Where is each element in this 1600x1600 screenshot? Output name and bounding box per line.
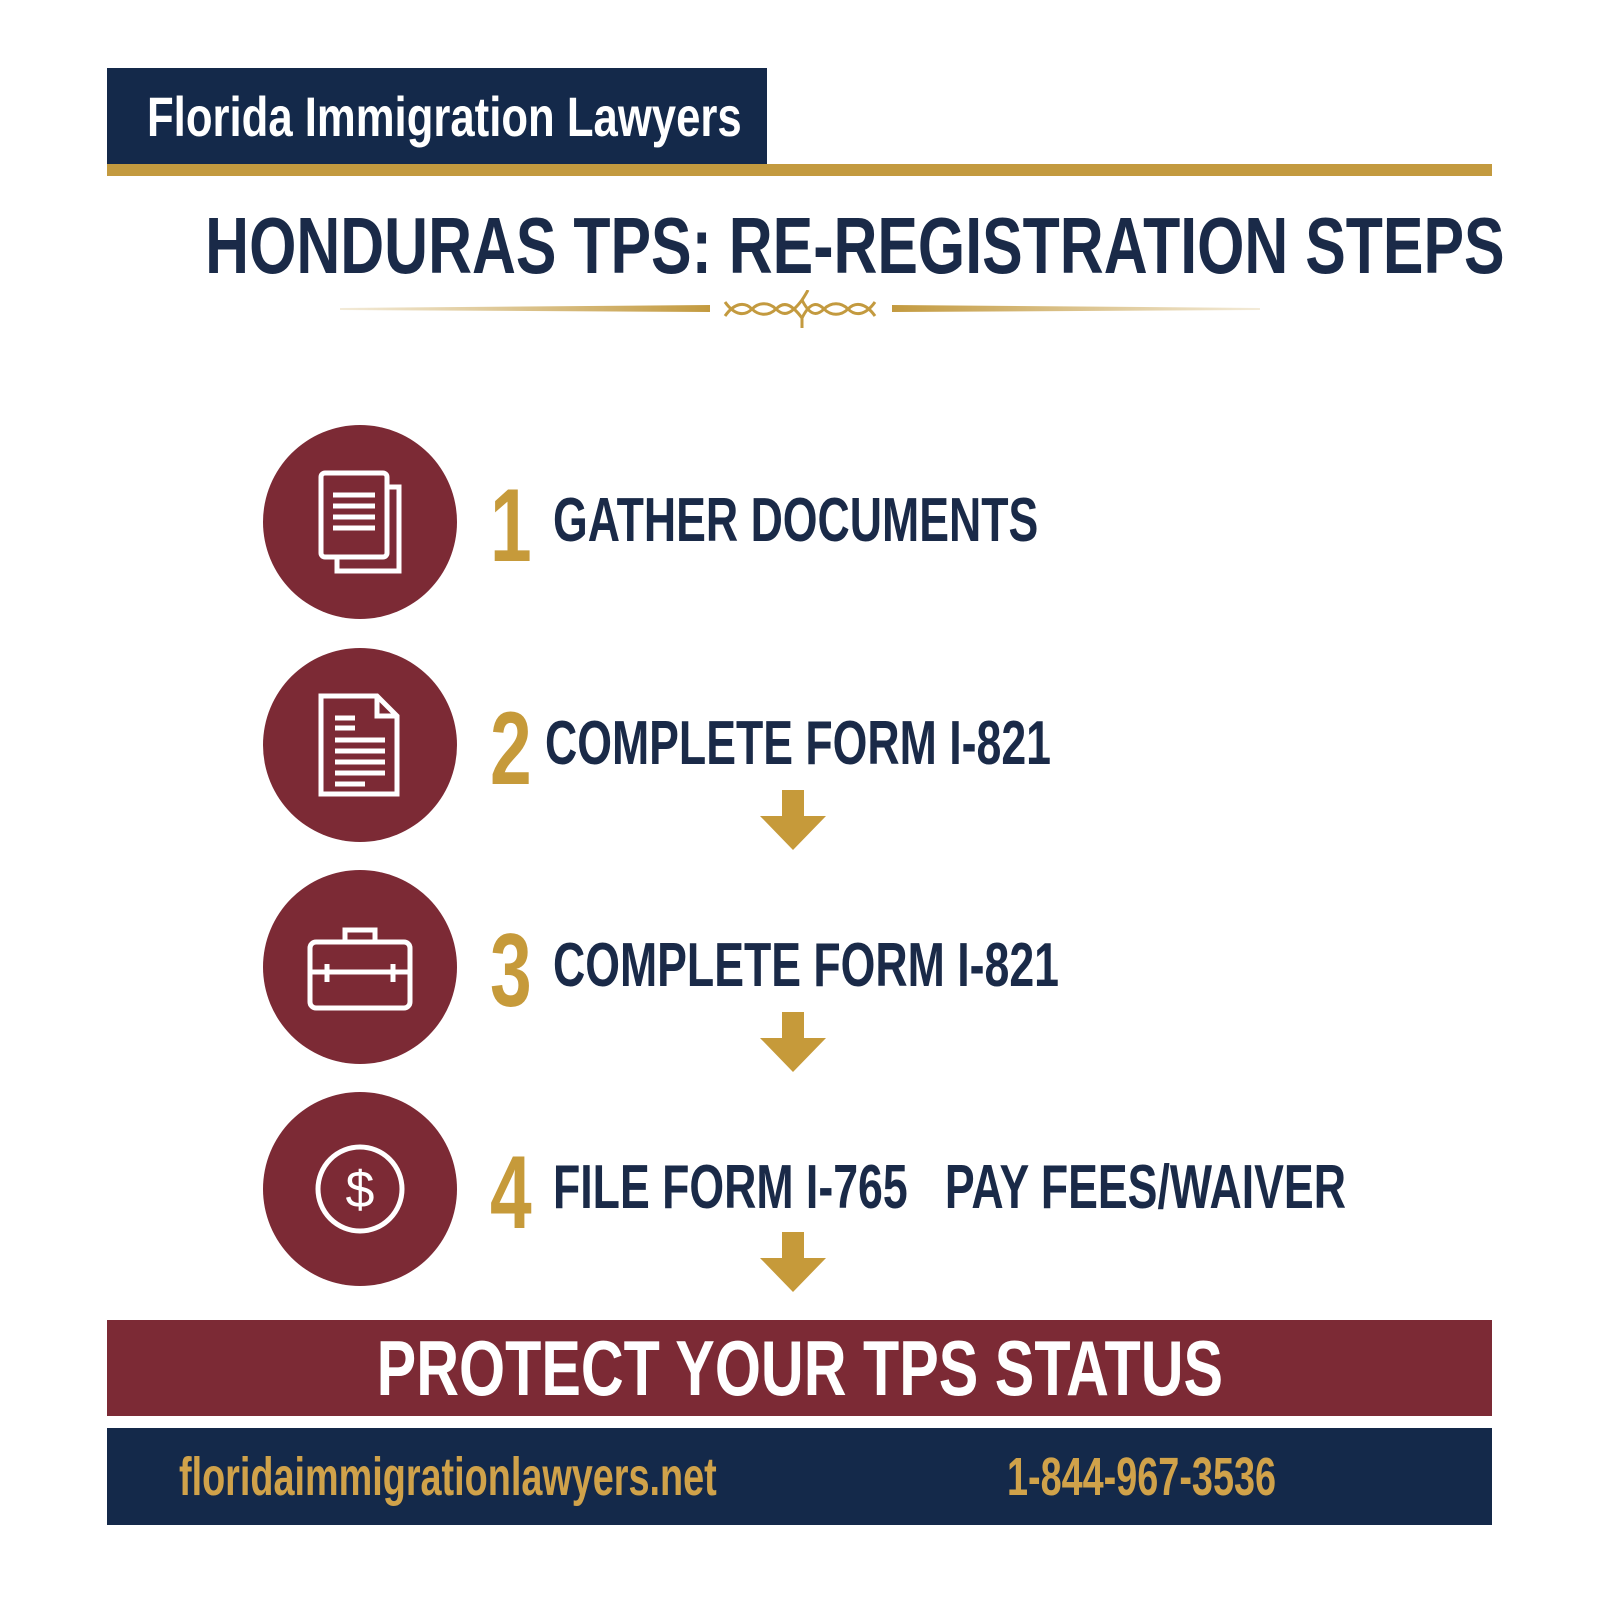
page-title — [0, 200, 1600, 292]
step-2-label: COMPLETE FORM I-821 — [545, 709, 1051, 778]
step-3-number: 3 — [490, 913, 532, 1029]
documents-stack-icon — [315, 467, 405, 577]
step-2-badge — [263, 648, 457, 842]
step-1-number: 1 — [490, 468, 532, 584]
phone-number[interactable]: 1-844-967-3536 — [1007, 1447, 1277, 1507]
form-page-icon — [315, 690, 405, 800]
step-4 — [263, 1092, 1463, 1292]
page-title-text: HONDURAS TPS: RE-REGISTRATION STEPS — [205, 201, 1505, 290]
step-4-label: FILE FORM I-765 PAY FEES/WAIVER — [553, 1153, 1346, 1222]
step-2-number: 2 — [490, 691, 532, 807]
ornamental-flourish-icon — [340, 290, 1260, 330]
brand-name: Florida Immigration Lawyers — [147, 85, 742, 148]
arrow-down-icon — [760, 1232, 826, 1292]
cta-text: PROTECT YOUR TPS STATUS — [376, 1324, 1223, 1412]
step-4-number: 4 — [490, 1135, 532, 1251]
step-3-badge — [263, 870, 457, 1064]
brand-banner — [107, 68, 767, 164]
step-4-badge — [263, 1092, 457, 1286]
step-3-label: COMPLETE FORM I-821 — [553, 931, 1059, 1000]
dollar-coin-icon — [312, 1141, 408, 1237]
briefcase-icon — [305, 922, 415, 1012]
footer-bar — [107, 1428, 1492, 1525]
step-1-label: GATHER DOCUMENTS — [553, 486, 1039, 555]
arrow-down-icon — [760, 790, 826, 850]
website-link[interactable]: floridaimmigrationlawyers.net — [179, 1447, 717, 1507]
step-1 — [263, 425, 1463, 625]
step-3 — [263, 870, 1463, 1070]
arrow-down-icon — [760, 1012, 826, 1072]
gold-divider-rule — [107, 164, 1492, 176]
cta-banner — [107, 1320, 1492, 1416]
step-2 — [263, 648, 1463, 848]
svg-text:$: $ — [345, 1161, 375, 1219]
step-1-badge — [263, 425, 457, 619]
